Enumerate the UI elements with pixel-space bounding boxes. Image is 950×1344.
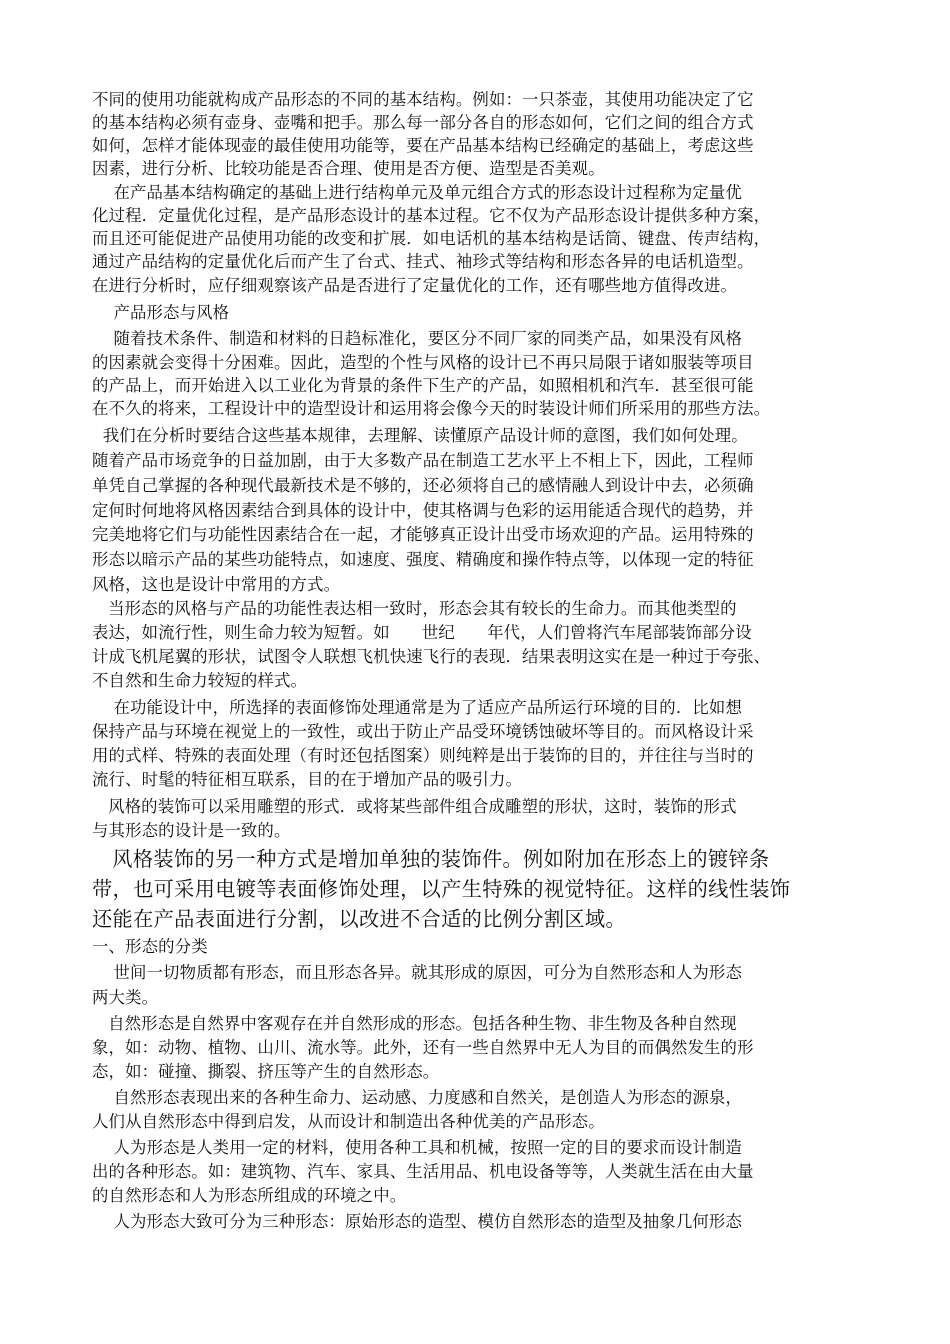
text-line: 如何，怎样才能体现壶的最佳使用功能等，要在产品基本结构已经确定的基础上，考虑这些: [92, 136, 754, 155]
text-line: 形态以暗示产品的某些功能特点，如速度、强度、精确度和操作特点等，以体现一定的特征: [92, 550, 754, 569]
text-line: 的因素就会变得十分困难。因此，造型的个性与风格的设计已不再只局限于诸如服装等项目: [92, 353, 754, 372]
text-line: 我们在分析时要结合这些基本规律，去理解、读懂原产品设计师的意图，我们如何处理。: [92, 426, 748, 445]
text-line: 单凭自己掌握的各种现代最新技术是不够的，还必须将自己的感情融人到设计中去，必须确: [92, 476, 754, 495]
text-line: 态，如：碰撞、撕裂、挤压等产生的自然形态。: [92, 1062, 440, 1081]
text-line: 定何时何地将风格因素结合到具体的设计中，使其格调与色彩的运用能适合现代的趋势，并: [92, 501, 754, 520]
text-line: 人为形态大致可分为三种形态：原始形态的造型、模仿自然形态的造型及抽象几何形态: [92, 1212, 742, 1231]
text-line: 随着技术条件、制造和材料的日趋标准化，要区分不同厂家的同类产品，如果没有风格: [92, 329, 742, 348]
text-line: 完美地将它们与功能性因素结合在一起，才能够真正设计出受市场欢迎的产品。运用特殊的: [92, 525, 754, 544]
large-text-line: 带，也可采用电镀等表面修饰处理，以产生特殊的视觉特征。这样的线性装饰: [92, 877, 791, 901]
large-text-line: 风格装饰的另一种方式是增加单独的装饰件。例如附加在形态上的镀锌条: [92, 847, 770, 871]
section-heading: 一、形态的分类: [92, 937, 208, 956]
text-line: 保持产品与环境在视觉上的一致性，或出于防止产品受环境锈蚀破坏等目的。而风格设计采: [92, 722, 754, 741]
text-line: 出的各种形态。如：建筑物、汽车、家具、生活用品、机电设备等等，人类就生活在由大量: [92, 1162, 754, 1181]
section-heading: 产品形态与风格: [92, 303, 230, 322]
text-line: 人为形态是人类用一定的材料，使用各种工具和机械，按照一定的目的要求而设计制造: [92, 1138, 742, 1157]
text-line: 的产品上，而开始进入以工业化为背景的条件下生产的产品，如照相机和汽车．甚至很可能: [92, 376, 754, 395]
text-line: 随着产品市场竞争的日益加剧，由于大多数产品在制造工艺水平上不相上下，因此，工程师: [92, 451, 754, 470]
text-line: 用的式样、特殊的表面处理（有时还包括图案）则纯粹是出于装饰的目的，并往往与当时的: [92, 746, 754, 765]
text-line: 的基本结构必须有壶身、壶嘴和把手。那么每一部分各自的形态如何，它们之间的组合方式: [92, 113, 754, 132]
text-line: 风格的装饰可以采用雕塑的形式．或将某些部件组合成雕塑的形状，这时，装饰的形式: [92, 797, 737, 816]
text-line: 不同的使用功能就构成产品形态的不同的基本结构。例如：一只茶壶，其使用功能决定了它: [92, 90, 754, 109]
text-line: 人们从自然形态中得到启发，从而设计和制造出各种优美的产品形态。: [92, 1112, 605, 1131]
text-line: 在功能设计中，所选择的表面修饰处理通常是为了适应产品所运行环境的目的．比如想: [92, 698, 742, 717]
text-line: 在不久的将来，工程设计中的造型设计和运用将会像今天的时装设计师们所采用的那些方法。: [92, 399, 771, 418]
text-line: 与其形态的设计是一致的。: [92, 821, 291, 840]
text-line: 计成飞机尾翼的形状，试图令人联想飞机快速飞行的表现．结果表明这实在是一种过于夸张、: [92, 647, 771, 666]
large-text-line: 还能在产品表面进行分割，以改进不合适的比例分割区域。: [92, 907, 626, 931]
text-line: 因素，进行分析、比较功能是否合理、使用是否方便、造型是否美观。: [92, 159, 605, 178]
text-line: 在进行分析时，应仔细观察该产品是否进行了定量优化的工作，还有哪些地方值得改进。: [92, 276, 738, 295]
text-line: 流行、时髦的特征相互联系，目的在于增加产品的吸引力。: [92, 770, 523, 789]
text-line: 两大类。: [92, 988, 159, 1007]
text-line: 当形态的风格与产品的功能性表达相一致时，形态会其有较长的生命力。而其他类型的: [92, 599, 737, 618]
text-line: 风格，这也是设计中常用的方式。: [92, 575, 341, 594]
text-line: 而且还可能促进产品使用功能的改变和扩展．如电话机的基本结构是话筒、键盘、传声结构，: [92, 229, 771, 248]
text-line: 象，如：动物、植物、山川、流水等。此外，还有一些自然界中无人为目的而偶然发生的形: [92, 1038, 754, 1057]
text-line: 不自然和生命力较短的样式。: [92, 671, 308, 690]
text-line: 化过程．定量优化过程，是产品形态设计的基本过程。它不仅为产品形态设计提供多种方案，: [92, 206, 771, 225]
text-line: 的自然形态和人为形态所组成的环境之中。: [92, 1186, 407, 1205]
text-line: 表达，如流行性，则生命力较为短暂。如 世纪 年代，人们曾将汽车尾部装饰部分设: [92, 623, 752, 642]
text-line: 自然形态是自然界中客观存在并自然形成的形态。包括各种生物、非生物及各种自然现: [92, 1014, 737, 1033]
text-line: 通过产品结构的定量优化后而产生了台式、挂式、袖珍式等结构和形态各异的电话机造型。: [92, 252, 754, 271]
text-line: 自然形态表现出来的各种生命力、运动感、力度感和自然关，是创造人为形态的源泉，: [92, 1088, 742, 1107]
text-line: 世间一切物质都有形态，而且形态各异。就其形成的原因，可分为自然形态和人为形态: [92, 963, 742, 982]
text-line: 在产品基本结构确定的基础上进行结构单元及单元组合方式的形态设计过程称为定量优: [92, 183, 742, 202]
